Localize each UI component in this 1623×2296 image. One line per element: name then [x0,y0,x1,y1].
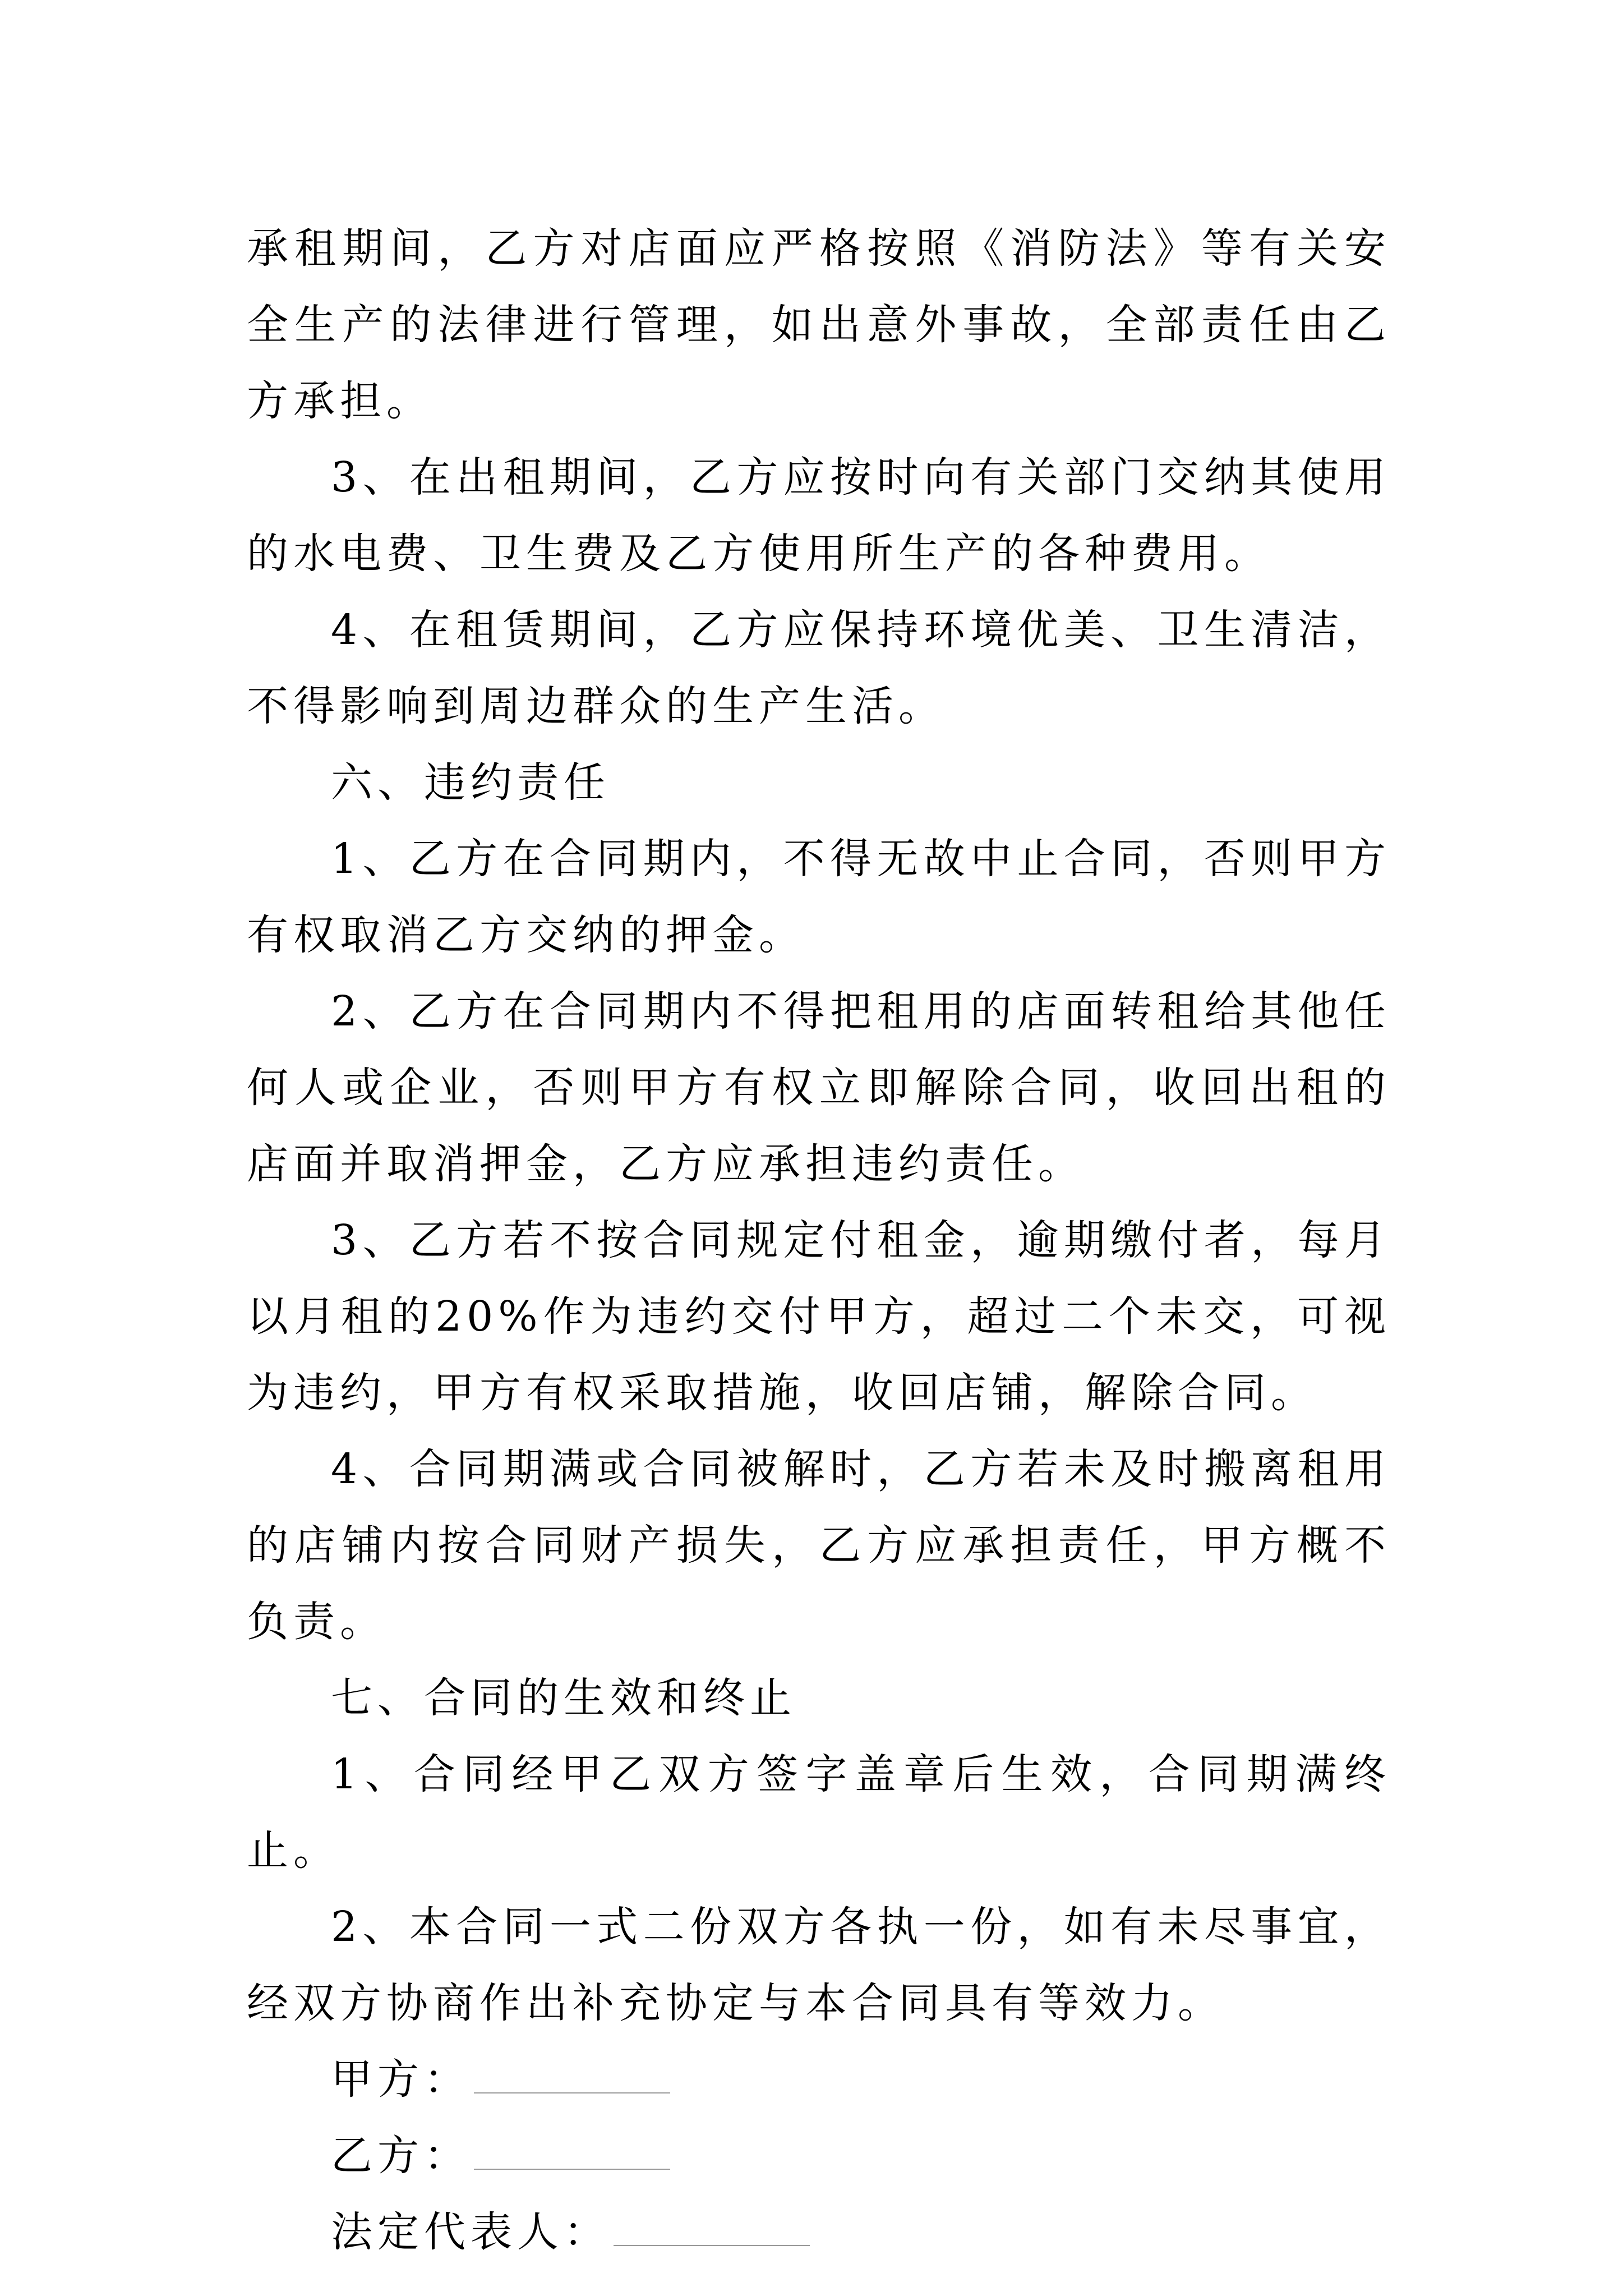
signature-legal-rep-blank [614,2211,810,2246]
document-page [247,210,1391,2270]
section-heading-breach: 六、违约责任 [331,758,610,807]
signature-legal-rep [247,2194,1391,2270]
paragraph-effect-1: 1、合同经甲乙双方签字盖章后生效，合同期满终止。 [247,1750,1391,1875]
paragraph-breach-3: 3、乙方若不按合同规定付租金，逾期缴付者，每月以月租的20%作为违约交付甲方，超过二个未交，可视为违约，甲方有权采取措施，收回店铺，解除合同。 [247,1216,1391,1417]
paragraph-breach-2: 2、乙方在合同期内不得把租用的店面转租给其他任何人或企业，否则甲方有权立即解除合同，收回出租的店面并取消押金，乙方应承担违约责任。 [247,987,1391,1188]
signature-party-a-blank [474,2059,670,2093]
paragraph-environment: 4、在租赁期间，乙方应保持环境优美、卫生清洁，不得影响到周边群众的生产生活。 [247,606,1391,730]
signature-party-b-label: 乙方： [331,2132,471,2180]
signature-party-b-blank [474,2135,670,2170]
paragraph-breach-1: 1、乙方在合同期内，不得无故中止合同，否则甲方有权取消乙方交纳的押金。 [247,835,1391,959]
paragraph-fire-safety: 承租期间，乙方对店面应严格按照《消防法》等有关安全生产的法律进行管理，如出意外事故，全部责任由乙方承担。 [247,224,1391,425]
signature-party-a-label: 甲方： [331,2055,471,2104]
section-heading-effect: 七、合同的生效和终止 [331,1674,796,1722]
signature-party-a [247,2041,1391,2118]
signature-legal-rep-label: 法定代表人： [331,2208,610,2256]
paragraph-effect-2: 2、本合同一式二份双方各执一份，如有未尽事宜，经双方协商作出补充协定与本合同具有等效力。 [247,1903,1391,2027]
signature-party-b [247,2118,1391,2194]
paragraph-utility-fees: 3、在出租期间，乙方应按时向有关部门交纳其使用的水电费、卫生费及乙方使用所生产的各种费用。 [247,453,1391,578]
paragraph-breach-4: 4、合同期满或合同被解时，乙方若未及时搬离租用的店铺内按合同财产损失，乙方应承担责任，甲方概不负责。 [247,1445,1391,1646]
